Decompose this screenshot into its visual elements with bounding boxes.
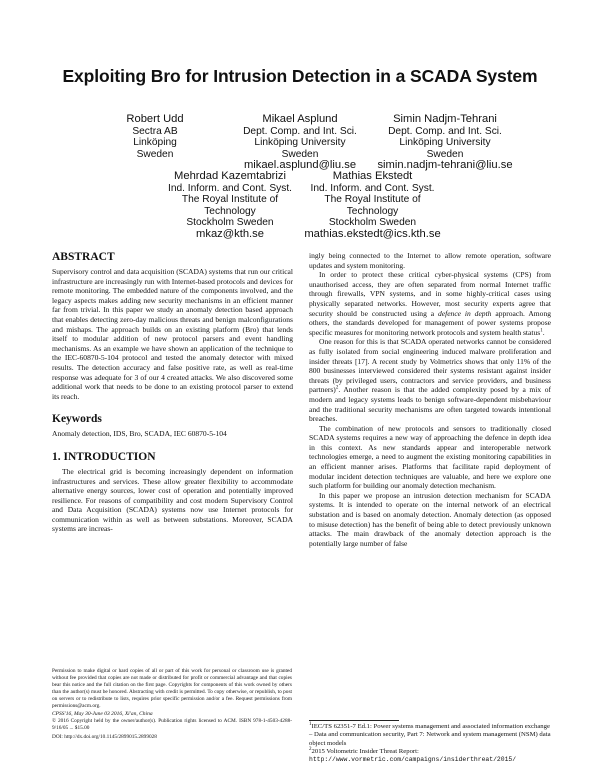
author-affiliation: Sweden [426,148,464,160]
abstract-heading: ABSTRACT [52,251,115,263]
author-affiliation: Technology [204,205,256,217]
author-affiliation: Linköping [133,137,177,149]
author-block-kazemtabrizi [155,171,305,241]
body-paragraph: One reason for this is that SCADA operated networks cannot be considered as fully isolated from social engineering induced malware proliferation and insider threats [17]. A recent study by Volmetrics shows that only 11% of the 800 businesses interviewed considered their systems resistant against insider threats (by privileged users, contractors and service providers, and business partners)$^2$. Another reason is that the added complexity posed by a mix of modern and legacy systems leads to benign software-dependent misbehaviour and the traditional security mechanisms are often targeted towards intentional breaches. [309,337,551,424]
author-block-nadjm-tehrani [360,114,530,172]
author-affiliation: Dept. Comp. and Int. Sci. [388,125,502,137]
author-email: simin.nadjm-tehrani@liu.se [377,159,513,172]
author-name: Robert Udd [126,113,184,125]
footnote-url: http://www.vormetric.com/campaigns/insiderthreat/2015/ [309,756,517,764]
body-paragraph: In this paper we propose an intrusion detection mechanism for SCADA systems. It is intended to operate on the internal network of an electrical substation and is based on anomaly detection. Anomaly detection (as opposed to misuse detection) has the benefit of being able to detect previously unknown attacks. The main drawback of the anomaly detection approach is the potentially large number of false [309,490,551,548]
author-affiliation: Sweden [281,148,319,160]
author-email: mkaz@kth.se [196,227,264,240]
author-email: mathias.ekstedt@ics.kth.se [304,227,441,240]
body-paragraph: ingly being connected to the Internet to allow remote operation, software updates and system monitoring. [309,251,551,270]
left-column [52,251,293,534]
body-paragraph: The combination of new protocols and sensors to traditionally closed SCADA systems requires a new way of approaching the defence in depth idea in this context. As new standards appear and interoperable network technologies emerge, a need to augment the existing monitoring capabilities in an efficient manner arises. Platforms that facilitate rapid deployment of modular incident detection techniques are valuable, and here we explore one such platform for building our anomaly detection mechanism. [309,423,551,491]
right-column [309,251,551,548]
intro-paragraph: The electrical grid is becoming increasingly dependent on information infrastructures and services. These allow greater flexibility to accommodate alternative energy sources, lower cost of operation and potentially improved resilience. For reasons of compatibility and cost modern Supervisory Control and Data Acquisition (SCADA) systems now use Internet protocols for communication within as well as between substations. Moreover, SCADA systems are increas- [52,466,293,534]
paper-title: Exploiting Bro for Intrusion Detection in a SCADA System [62,66,538,86]
author-block-udd [90,114,220,160]
body-paragraph: In order to protect these critical cyber-physical systems (CPS) from unauthorised access, they are often separated from normal Internet traffic through firewalls, VPN systems, and in some highly-critical cases using physically separated networks. However, most security experts agree that security should be constructed using a defence in depth approach. Among others, the standards developed for management of power systems propose specific measures for monitoring network protocols and system health status$^1$. [309,270,552,337]
author-affiliation: Stockholm Sweden [328,217,417,229]
keywords-text: Anomaly detection, IDS, Bro, SCADA, IEC 60870-5-104 [52,429,227,439]
author-affiliation: The Royal Institute of [181,194,279,206]
author-block-ekstedt [290,171,455,241]
footnote-divider [309,720,399,721]
doi-line: DOI: http://dx.doi.org/10.1145/2899015.2899028 [52,734,157,741]
author-name: Mehrdad Kazemtabrizi [174,170,286,182]
permission-notice: Permission to make digital or hard copies of all or part of this work for personal or classroom use is granted without fee provided that copies are not made or distributed for profit or commercial advantage and that copies bear this notice and the full citation on the first page. Copyrights for components of this work owned by others than the author(s) must be honored. Abstracting with credit is permitted. To copy otherwise, or republish, to post on servers or to redistribute to lists, requires prior specific permission and/or a fee. Request permissions from permissions@acm.org. [52,668,292,709]
venue-line: CPSS'16, May 30-June 03 2016, Xi'an, China [52,711,153,718]
footnote-ref: 1 [540,328,543,334]
author-affiliation: Linköping University [399,137,491,149]
author-affiliation: Ind. Inform. and Cont. Syst. [167,182,292,194]
author-name: Mathias Ekstedt [332,170,413,182]
footnotes [309,723,551,764]
author-affiliation: Dept. Comp. and Int. Sci. [243,125,357,137]
author-name: Simin Nadjm-Tehrani [393,113,497,125]
copyright-block [52,668,292,741]
keywords-heading: Keywords [52,413,102,426]
author-affiliation: Stockholm Sweden [186,217,274,229]
author-affiliation: Sectra AB [132,125,178,137]
author-affiliation: The Royal Institute of [324,194,421,206]
author-affiliation: Linköping University [254,137,346,149]
author-affiliation: Ind. Inform. and Cont. Syst. [310,182,435,194]
author-email: mikael.asplund@liu.se [243,159,357,172]
introduction-heading: 1. INTRODUCTION [52,450,156,463]
rights-line: © 2016 Copyright held by the owner/author(s). Publication rights licensed to ACM. ISBN 978-1-4503-4288-9/16/05 ... $15.00 [52,718,292,732]
abstract-text: Supervisory control and data acquisition (SCADA) systems that run our critical infrastructure are increasingly run with Internet-based protocols and devices for remote monitoring. The embedded nature of the components involved, and the legacy aspects makes adding new security mechanisms in an efficient manner far from trivial. In this paper we study an anomaly detection based approach that enables detecting zero-day malicious threats and benign malconfigurations and mishaps. The approach builds on an existing platform (Bro) that lends itself to modular addition of new protocol parsers and event handling mechanisms. As an example we have shown an application of the technique to the IEC-60870-5-104 protocol and tested the anomaly detector with mixed results. The detection accuracy and false positive rate, as well as real-time response was adequate for 3 of our 4 created attacks. We also discovered some additional work that needs to be done to an existing protocol parser to extend its reach. [52,267,293,401]
emphasis: defence in depth [437,308,492,318]
footnote-2: $^2$2015 Voltometric Insider Threat Report: [309,746,419,755]
footnote-1: $^1$IEC/TS 62351-7 Ed.1: Power systems management and associated information exchange – Data and communication security, Part 7: Network and system management (NSM) data object models [309,721,551,747]
author-affiliation: Technology [346,205,399,217]
author-affiliation: Sweden [136,148,174,160]
author-name: Mikael Asplund [262,113,338,125]
footnote-ref: 2 [335,385,339,391]
